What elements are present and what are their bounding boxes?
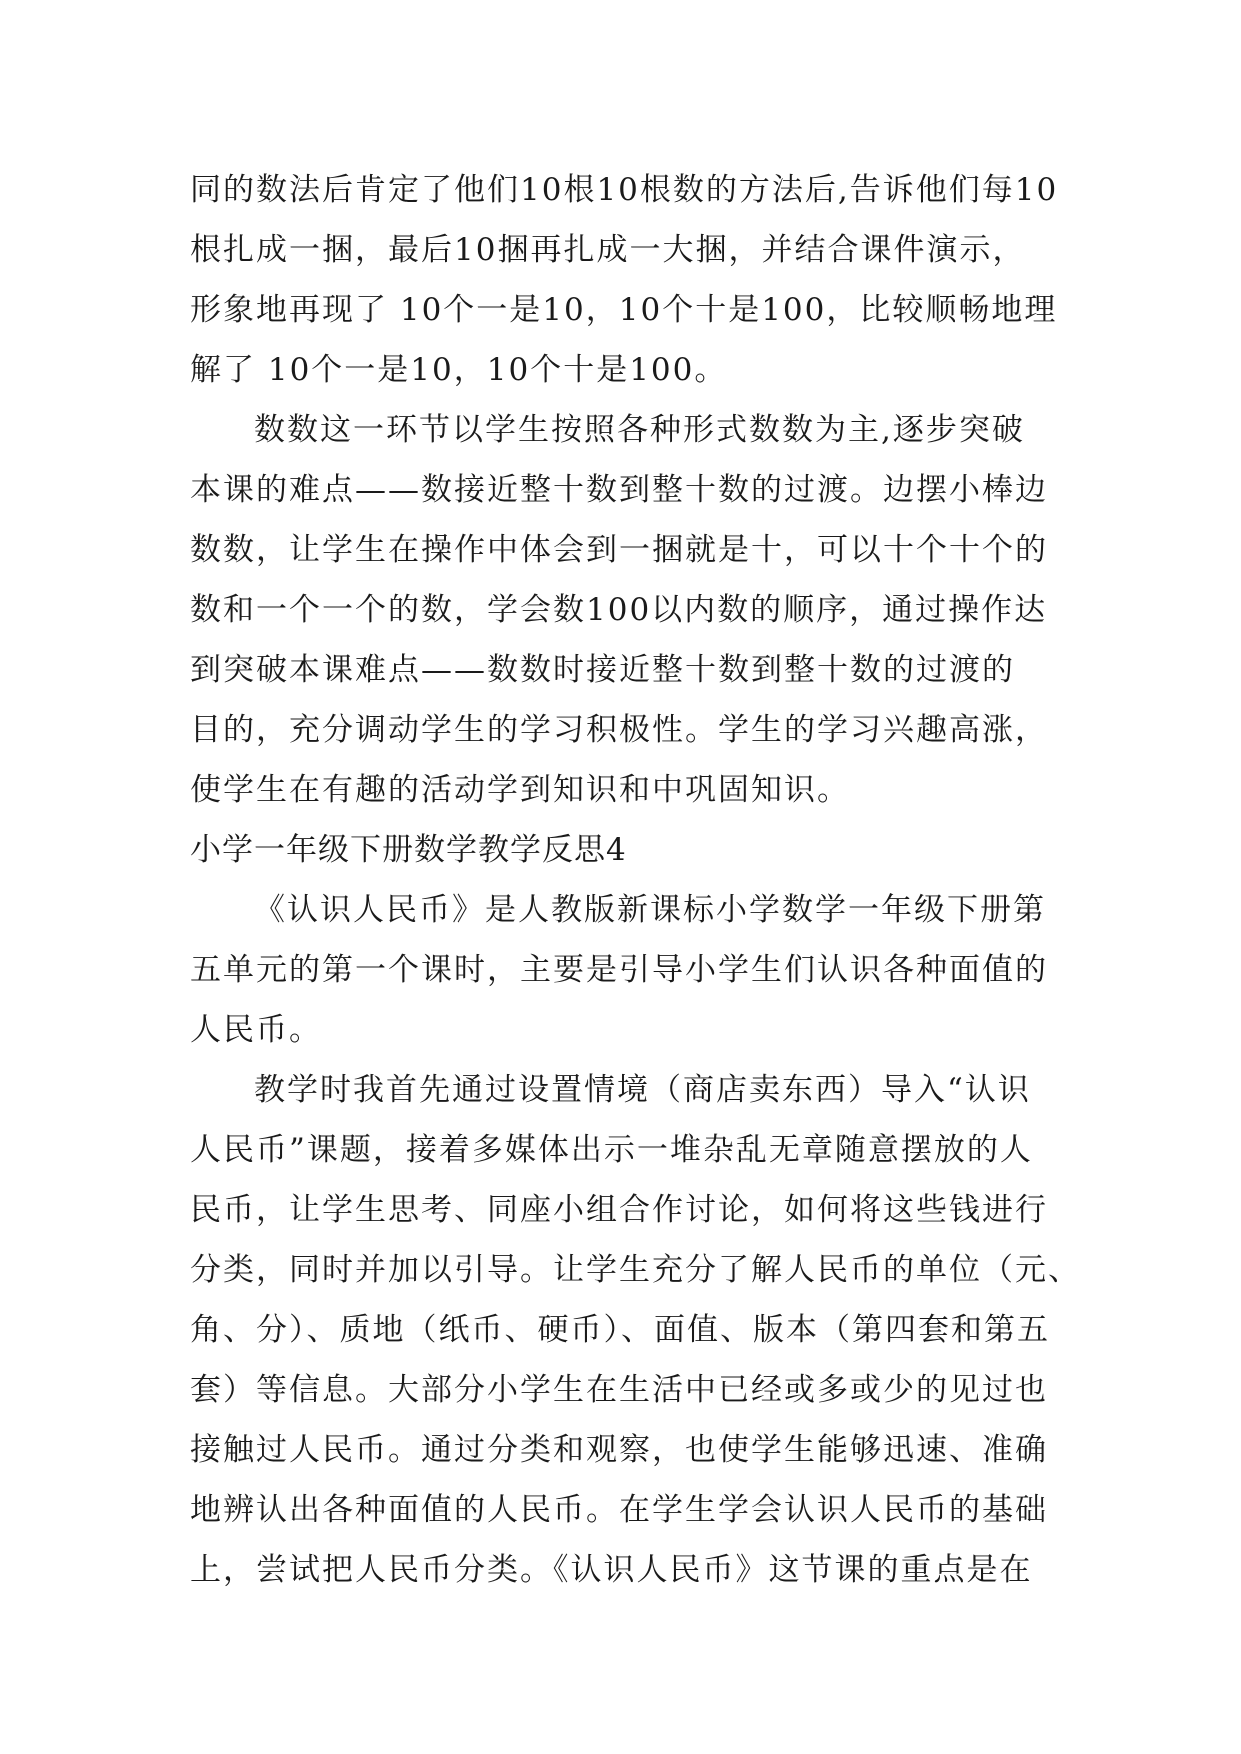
text-line: 本课的难点——数接近整十数到整十数的过渡。边摆小棒边 bbox=[190, 472, 1048, 508]
text-line: 《认识人民币》是人教版新课标小学数学一年级下册第 bbox=[254, 892, 1046, 928]
paragraph-teaching bbox=[190, 1060, 1081, 1600]
text-line: 同的数法后肯定了他们10根10根数的方法后,告诉他们每10 bbox=[190, 172, 1059, 208]
document-body bbox=[190, 160, 1081, 1600]
text-line: 接触过人民币。通过分类和观察，也使学生能够迅速、准确 bbox=[190, 1432, 1048, 1468]
text-line: 套）等信息。大部分小学生在生活中已经或多或少的见过也 bbox=[190, 1372, 1048, 1408]
text-line: 数数这一环节以学生按照各种形式数数为主,逐步突破 bbox=[254, 412, 1025, 448]
text-line: 解了 10个一是10，10个十是100。 bbox=[190, 352, 728, 388]
paragraph-continuation bbox=[190, 160, 1065, 400]
text-line: 根扎成一捆，最后10捆再扎成一大捆，并结合课件演示， bbox=[190, 232, 1026, 268]
text-line: 数数，让学生在操作中体会到一捆就是十，可以十个十个的 bbox=[190, 532, 1048, 568]
text-line: 民币，让学生思考、同座小组合作讨论，如何将这些钱进行 bbox=[190, 1192, 1048, 1228]
text-line: 数和一个一个的数，学会数100以内数的顺序，通过操作达 bbox=[190, 592, 1048, 628]
text-line: 地辨认出各种面值的人民币。在学生学会认识人民币的基础 bbox=[190, 1492, 1048, 1528]
text-line: 人民币。 bbox=[190, 1012, 322, 1048]
text-line: 目的，充分调动学生的学习积极性。学生的学习兴趣高涨， bbox=[190, 712, 1048, 748]
text-line: 五单元的第一个课时，主要是引导小学生们认识各种面值的 bbox=[190, 952, 1048, 988]
paragraph-counting bbox=[190, 400, 1065, 820]
paragraph-intro bbox=[190, 880, 1065, 1060]
text-line: 形象地再现了 10个一是10，10个十是100，比较顺畅地理 bbox=[190, 292, 1058, 328]
section-heading: 小学一年级下册数学教学反思4 bbox=[190, 832, 627, 868]
text-line: 使学生在有趣的活动学到知识和中巩固知识。 bbox=[190, 772, 850, 808]
text-line: 教学时我首先通过设置情境（商店卖东西）导入“认识 bbox=[254, 1072, 1031, 1108]
text-line: 角、分）、质地（纸币、硬币）、面值、版本（第四套和第五 bbox=[190, 1312, 1050, 1348]
text-line: 人民币”课题，接着多媒体出示一堆杂乱无章随意摆放的人 bbox=[190, 1132, 1033, 1168]
text-line: 上，尝试把人民币分类。《认识人民币》这节课的重点是在 bbox=[190, 1552, 1033, 1588]
text-line: 分类，同时并加以引导。让学生充分了解人民币的单位（元、 bbox=[190, 1252, 1081, 1288]
text-line: 到突破本课难点——数数时接近整十数到整十数的过渡的 bbox=[190, 652, 1015, 688]
